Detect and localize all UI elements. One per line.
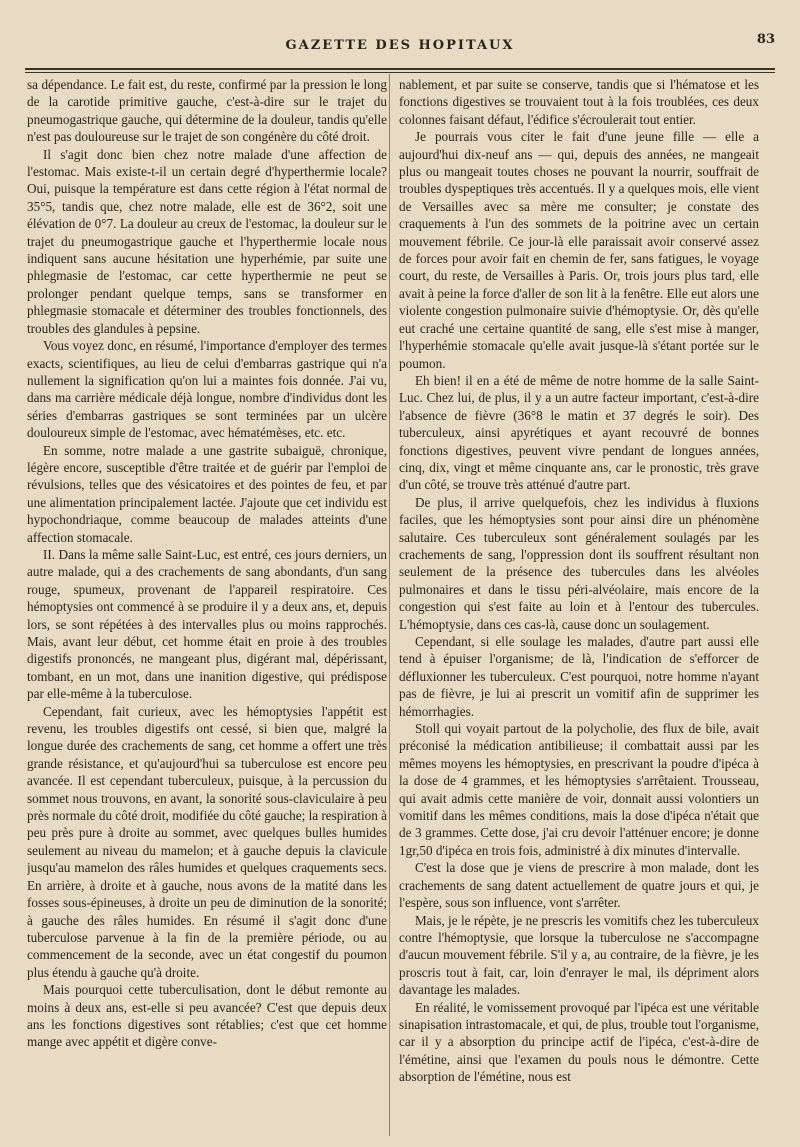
column-divider: [389, 74, 390, 1136]
paragraph: II. Dans la même salle Saint-Luc, est entré, ces jours derniers, un autre malade, qui a des crachements de sang abondants, d'un sang rouge, spumeux, provenant de l'appareil respiratoire. Ces hémoptysies ont commencé à se produire il y a deux ans, et, depuis lors, se sont répétées à des intervalles plus ou moins rapprochés. Mais, avant leur début, cet homme était en proie à des troubles digestifs prononcés, ne mangeant plus, digérant mal, dépérissant, tombant, en un mot, dans une inanition digestive, qui prédispose par elle-même à la tuberculose.: [27, 546, 387, 702]
header-rule-thin: [25, 72, 775, 73]
left-column: [27, 76, 387, 1136]
paragraph: Il s'agit donc bien chez notre malade d'une affection de l'estomac. Mais existe-t-il un certain degré d'hyperthermie locale? Oui, puisque la température est dans cette région à l'état normal de 35°5, tandis que, chez notre malade, elle est de 36°2, soit une élévation de 0°7. La douleur au creux de l'estomac, la douleur sur le trajet du pneumogastrique gauche et l'hyperthermie locale nous indiquent sans aucune hésitation une hyperhémie, par suite une phlegmasie de l'estomac, car cette hyperthermie ne peut se prolonger pendant quelque temps, sans se transformer en phlegmasie stomacale et déterminer des troubles fonctionnels, des troubles des glandules à pepsine.: [27, 146, 387, 336]
paragraph: nablement, et par suite se conserve, tandis que si l'hématose et les fonctions digestives se trouvaient tout à la fois troublées, ces deux colonnes faisant défaut, l'édifice s'écroulerait tout entier.: [399, 77, 759, 127]
paragraph: Mais, je le répète, je ne prescris les vomitifs chez les tuberculeux contre l'hémoptysie, que lorsque la tuberculose ne s'accompagne d'aucun mouvement fébrile. S'il y a, au contraire, de la fièvre, je les proscris tout à fait, car, loin d'enrayer le mal, ils dépriment alors davantage les malades.: [399, 912, 759, 998]
paragraph: En réalité, le vomissement provoqué par l'ipéca est une véritable sinapisation intrastomacale, et qui, de plus, trouble tout l'organisme, car il y a absorption du principe actif de l'ipéca, c'est-à-dire de l'émétine, ainsi que l'examen du pouls nous le démontre. Cette absorption de l'émétine, nous est: [399, 999, 759, 1085]
page-header: [25, 28, 775, 62]
paragraph: Stoll qui voyait partout de la polycholie, des flux de bile, avait préconisé la médication antibilieuse; il combattait aussi par les mêmes moyens les hémoptysies, en prescrivant la poudre d'ipéca à la dose de 4 grammes, et les hémoptysies s'arrêtaient. Trousseau, qui avait admis cette manière de voir, donnait aussi volontiers un vomitif dans les mêmes conditions, mais la dose d'ipéca n'était que de 3 grammes. Cette dose, j'ai cru devoir l'atténuer encore; je donne 1gr,50 d'ipéca en trois fois, administré à dix minutes d'intervalle.: [399, 721, 759, 858]
paragraph: Vous voyez donc, en résumé, l'importance d'employer des termes exacts, scientifiques, au lieu de celui d'embarras gastrique qui n'a nullement la signification qu'on lui a maintes fois donnée. J'ai vu, dans ma carrière médicale déjà longue, nombre d'individus dont les séries d'embarras gastriques se sont terminées par un ulcère douloureux simple de l'estomac, avec hématémèses, etc. etc.: [27, 338, 387, 441]
paragraph: Mais pourquoi cette tuberculisation, dont le début remonte au moins à deux ans, est-elle si peu avancée? C'est que depuis deux ans les fonctions digestives sont rétablies; c'est que cet homme mange avec appétit et digère conve-: [27, 982, 387, 1050]
paragraph: Cependant, si elle soulage les malades, d'autre part aussi elle tend à épuiser l'organisme; de là, l'indication de s'efforcer de défluxionner les tuberculeux. C'est pourquoi, notre homme n'ayant pas de fièvre, je lui ai prescrit un vomitif afin de supprimer les hémorrhagies.: [399, 634, 759, 719]
page-number: 83: [756, 32, 775, 47]
paragraph: Eh bien! il en a été de même de notre homme de la salle Saint-Luc. Chez lui, de plus, il y a un autre facteur important, c'est-à-dire l'absence de fièvre (36°8 le matin et 37 degrés le soir). Des tuberculeux, ainsi apyrétiques et ayant recouvré de bonnes fonctions digestives, peuvent vivre pendant de longues années, cinq, dix, vingt et même cinquante ans, car le pronostic, très grave d'un côté, se trouve très atténué d'autre part.: [399, 372, 759, 493]
paragraph: Cependant, fait curieux, avec les hémoptysies l'appétit est revenu, les troubles digestifs ont cessé, si bien que, malgré la longue durée des crachements de sang, cet homme a offert une très grande résistance, et qu'aujourd'hui sa tuberculose est encore peu avancée. Il est cependant tuberculeux, puisque, à la percussion du sommet nous trouvons, en avant, la sonorité sous-claviculaire à peu près normale du côté droit, modifiée du côté gauche; la respiration à peu près pure à droite au sommet, avec quelques bulles humides seulement au niveau du mamelon; et à gauche depuis la clavicule jusqu'au mamelon des râles humides et quelques craquements secs. En arrière, à droite et à gauche, nous avons de la matité dans les fosses sous-épineuses, à droite un peu de diminution de la sonorité; à gauche des râles humides. En résumé il s'agit donc d'une tuberculose parvenue à la fin de la première période, ou au commencement de la seconde, avec un état congestif du poumon plus étendu à gauche qu'à droite.: [27, 703, 387, 980]
right-column: [399, 76, 759, 1136]
running-title: GAZETTE DES HOPITAUX: [285, 38, 515, 53]
paragraph: En somme, notre malade a une gastrite subaiguë, chronique, légère encore, susceptible d'être traitée et de guérir par l'emploi de révulsions, telles que des vésicatoires et des pointes de feu, et par une alimentation principalement lactée. J'ajoute que cet individu est hypochondriaque, comme beaucoup de malades atteints d'une affection stomacale.: [27, 442, 387, 545]
header-rule: [25, 68, 775, 70]
paragraph: C'est la dose que je viens de prescrire à mon malade, dont les crachements de sang datent actuellement de quatre jours et qui, je l'espère, sous son influence, vont s'arrêter.: [399, 860, 759, 911]
paragraph: De plus, il arrive quelquefois, chez les individus à fluxions faciles, que les hémoptysies sont pour ainsi dire un phénomène salutaire. Ces tuberculeux sont généralement soulagés par les crachements de sang, l'oppression dont ils souffrent résultant non seulement de la présence des tubercules dans les alvéoles pulmonaires et dans le tissu péri-alvéolaire, mais encore de la congestion qui s'est faite au loin et à l'entour des tubercules. L'hémoptysie, dans ces cas-là, cause donc un soulagement.: [399, 494, 759, 632]
paragraph: sa dépendance. Le fait est, du reste, confirmé par la pression le long de la carotide primitive gauche, c'est-à-dire sur le trajet du pneumogastrique gauche, qui détermine de la douleur, tandis qu'elle n'est pas douloureuse sur le trajet de son congénère du côté droit.: [27, 77, 387, 145]
paragraph: Je pourrais vous citer le fait d'une jeune fille — elle a aujourd'hui dix-neuf ans — qui, depuis des années, ne mangeait plus ou mangeait toutes choses ne pouvant la nourrir, souffrait de troubles dyspeptiques très accentués. Il y a quelques mois, elle vient de Versailles avec sa mère me consulter; je constate des craquements à l'un des sommets de la poitrine avec un certain mouvement fébrile. Ce jour-là elle paraissait avoir conservé assez de forces pour avoir fait en chemin de fer, sans fatigues, le voyage court, du reste, de Versailles à Paris. Or, trois jours plus tard, elle avait à peine la force d'aller de son lit à la fenêtre. Elle eut alors une violente congestion pulmonaire suivie d'hémoptysie. Or, dès qu'elle eut craché une certaine quantité de sang, elle s'est mise à manger, l'hyperhémie stomacale qu'elle avait jusque-là s'étant portée sur le poumon.: [399, 129, 759, 371]
